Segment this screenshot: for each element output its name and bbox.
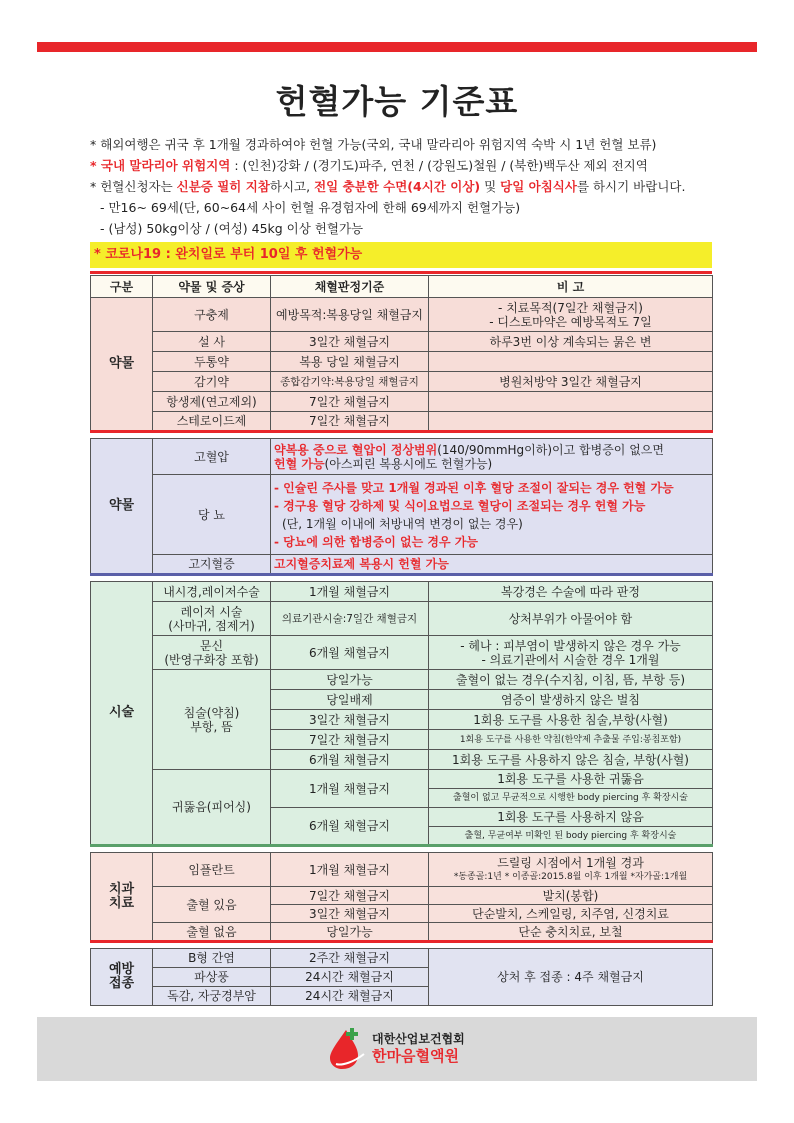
org-subname: 한마음혈액원 [372,1047,459,1065]
row-note: 발치(봉합) [429,887,713,905]
row-note: 단순발치, 스케일링, 치주염, 신경치료 [429,905,713,923]
section-label: 치과 치료 [91,853,153,942]
row-item: 구충제 [153,298,271,332]
row-rule: 예방목적:복용당일 채혈금지 [271,298,429,332]
row-rule: 24시간 채혈금지 [271,987,429,1006]
table-row [91,670,713,690]
table-row [91,555,713,575]
row-item: 임플란트 [153,853,271,887]
row-item: 고혈압 [153,439,271,475]
row-item: 항생제(연고제외) [153,392,271,412]
table-row [91,372,713,392]
row-rule: 1개월 채혈금지 [271,770,429,808]
row-rule: 7일간 채혈금지 [271,392,429,412]
row-rule: 6개월 채혈금지 [271,808,429,846]
table-row [91,582,713,602]
header-category: 구분 [91,276,153,298]
table-header [91,276,713,298]
row-item: 감기약 [153,372,271,392]
header-item: 약물 및 증상 [153,276,271,298]
table-row [91,475,713,555]
note-age: - 만16~ 69세(단, 60~64세 사이 헌혈 유경험자에 한해 69세까지 헌혈가능) [100,200,521,215]
row-item: 파상풍 [153,968,271,987]
row-item: 문신 (반영구화장 포함) [153,636,271,670]
table-row [91,352,713,372]
section-separator [91,942,713,949]
row-note: 병원처방약 3일간 채혈금지 [429,372,713,392]
row-note: 단순 충치치료, 보철 [429,923,713,942]
row-note: - 헤나 : 피부염이 발생하지 않은 경우 가능 - 의료기관에서 시술한 경우 1개월 [429,636,713,670]
table-row [91,949,713,968]
row-note [429,412,713,432]
row-rule: 6개월 채혈금지 [271,636,429,670]
row-note: 1회용 도구를 사용한 약침(한약제 추출물 주입:봉침포함) [429,730,713,750]
header-rule: 채혈판정기준 [271,276,429,298]
table-row [91,636,713,670]
row-rule: 2주간 채혈금지 [271,949,429,968]
table-row [91,770,713,789]
table-row [91,332,713,352]
row-item: 출혈 있음 [153,887,271,923]
row-rule: 3일간 채혈금지 [271,710,429,730]
row-item: 설 사 [153,332,271,352]
row-note: - 치료목적(7일간 채혈금지) - 디스토마약은 예방목적도 7일 [429,298,713,332]
row-rule: 당일배제 [271,690,429,710]
note-requirements: * 헌혈신청자는 신분증 필히 지참하시고, 전일 충분한 수면(4시간 이상) 및 당일 아침식사를 하시기 바랍니다. [90,179,686,194]
row-note: 1회용 도구를 사용하지 않음 [429,808,713,827]
section-label: 약물 [91,298,153,432]
table-row [91,298,713,332]
row-note: 출혈이 없는 경우(수지침, 이침, 뜸, 부항 등) [429,670,713,690]
row-rule: 24시간 채혈금지 [271,968,429,987]
row-note: 약복용 중으로 혈압이 정상범위(140/90mmHg이하)이고 합병증이 없으면 헌혈 가능(아스피린 복용시에도 헌혈가능) [271,439,713,475]
row-note: 드릴링 시점에서 1개월 경과 *동종골:1년 * 이종골:2015.8월 이후 1개월 *자가골:1개월 [429,853,713,887]
row-rule: 7일간 채혈금지 [271,730,429,750]
page-title: 헌혈가능 기준표 [275,82,519,121]
row-note: 복강경은 수술에 따라 판정 [429,582,713,602]
row-note: 1회용 도구를 사용한 침술,부항(사혈) [429,710,713,730]
row-rule: 1개월 채혈금지 [271,853,429,887]
header-note: 비 고 [429,276,713,298]
row-rule: 당일가능 [271,923,429,942]
row-item: 레이저 시술 (사마귀, 점제거) [153,602,271,636]
criteria-table [90,275,713,1006]
row-rule: 3일간 채혈금지 [271,332,429,352]
note-travel: * 해외여행은 귀국 후 1개월 경과하여야 헌혈 가능(국외, 국내 말라리아 위험지역 숙박 시 1년 헌혈 보류) [90,137,657,152]
divider [90,271,712,274]
section-separator [91,846,713,853]
row-item: 귀뚫음(피어싱) [153,770,271,846]
row-item: 고지혈증 [153,555,271,575]
table-row [91,412,713,432]
row-item: 출혈 없음 [153,923,271,942]
table-row [91,887,713,905]
covid-banner: * 코로나19 : 완치일로 부터 10일 후 헌혈가능 [90,242,712,268]
note-malaria: * 국내 말라리아 위험지역 : (인천)강화 / (경기도)파주, 연천 / (강원도)철원 / (북한)백두산 제외 전지역 [90,158,648,173]
org-name: 대한산업보건협회 [372,1032,465,1046]
section-label: 예방 접종 [91,949,153,1006]
row-note: 상처부위가 아물어야 함 [429,602,713,636]
table-row [91,439,713,475]
notes [90,134,730,239]
table-row [91,923,713,942]
note-weight: - (남성) 50kg이상 / (여성) 45kg 이상 헌혈가능 [100,221,364,236]
row-note: 1회용 도구를 사용하지 않은 침술, 부항(사혈) [429,750,713,770]
row-note [429,392,713,412]
row-note: 하루3번 이상 계속되는 묽은 변 [429,332,713,352]
row-item: 당 뇨 [153,475,271,555]
row-note: 1회용 도구를 사용한 귀뚫음 [429,770,713,789]
top-accent-bar [37,42,757,52]
row-note: 고지혈증치료제 복용시 헌혈 가능 [271,555,713,575]
row-item: B형 간염 [153,949,271,968]
row-note: 출혈, 무균여부 미확인 된 body piercing 후 확장시술 [429,827,713,846]
section-label: 시술 [91,582,153,846]
table-row [91,853,713,887]
section-label: 약물 [91,439,153,575]
row-item: 내시경,레이저수술 [153,582,271,602]
row-rule: 의료기관시술:7일간 채혈금지 [271,602,429,636]
row-item: 독감, 자궁경부암 [153,987,271,1006]
row-rule: 복용 당일 채혈금지 [271,352,429,372]
row-item: 스테로이드제 [153,412,271,432]
section-separator [91,432,713,439]
row-rule: 종합감기약:복용당일 채혈금지 [271,372,429,392]
row-rule: 6개월 채혈금지 [271,750,429,770]
row-rule: 7일간 채혈금지 [271,887,429,905]
row-rule: 1개월 채혈금지 [271,582,429,602]
row-item: 두통약 [153,352,271,372]
row-item: 침술(약침) 부항, 뜸 [153,670,271,770]
row-note: - 인슐린 주사를 맞고 1개월 경과된 이후 혈당 조절이 잘되는 경우 헌혈 가능 - 경구용 혈당 강하제 및 식이요법으로 혈당이 조절되는 경우 헌혈 가능 (단, 1개월 이내에 처방내역 변경이 없는 경우) - 당뇨에 의한 합병증이 없는 경우 가능 [271,475,713,555]
row-note: 염증이 발생하지 않은 벌침 [429,690,713,710]
row-note [429,352,713,372]
table-row [91,602,713,636]
row-note: 상처 후 접종 : 4주 채혈금지 [429,949,713,1006]
row-rule: 당일가능 [271,670,429,690]
section-separator [91,575,713,582]
row-note: 출혈이 없고 무균적으로 시행한 body piercing 후 확장시술 [429,789,713,808]
row-rule: 7일간 채혈금지 [271,412,429,432]
table-row [91,392,713,412]
row-rule: 3일간 채혈금지 [271,905,429,923]
